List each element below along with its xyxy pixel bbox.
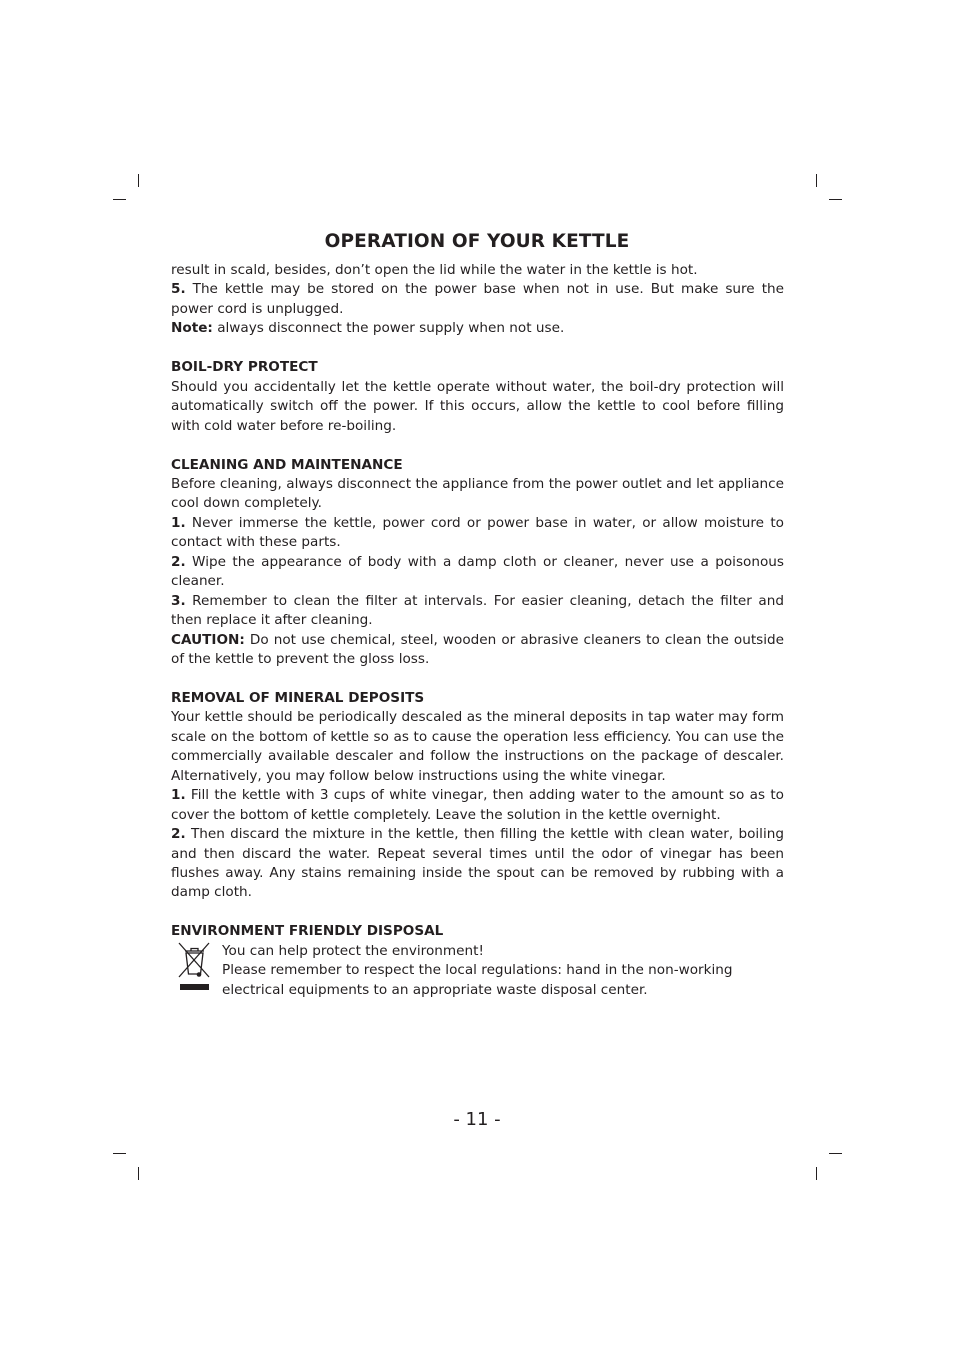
crop-mark [816, 1167, 817, 1180]
item-text: Never immerse the kettle, power cord or power base in water, or allow moisture to contact with these parts. [171, 514, 784, 551]
item-number: 1. [171, 787, 186, 804]
item-text: The kettle may be stored on the power base when not in use. But make sure the power cord is unplugged. [171, 281, 784, 317]
note-label: Note: [171, 320, 213, 337]
caution [171, 631, 784, 670]
item-number: 2. [171, 826, 186, 843]
disposal-line-2: Please remember to respect the local regulations: hand in the non-working electrical equipments to an appropriate waste disposal center. [222, 962, 733, 998]
item-text: Remember to clean the filter at intervals. For easier cleaning, detach the filter and then replace it after cleaning. [171, 592, 784, 629]
intro-item-5 [171, 280, 784, 319]
cleaning-item [171, 553, 784, 592]
disposal-block [171, 942, 784, 1000]
item-text: Then discard the mixture in the kettle, then filling the kettle with clean water, boiling and then discard the water. Repeat several times until the odor of vinegar has been flushes away. Any stains remaining inside the spout can be removed by rubbing with a damp cloth. [171, 826, 784, 901]
crop-mark [829, 1153, 842, 1154]
disposal-line-1: You can help protect the environment! [222, 942, 484, 959]
cleaning-intro: Before cleaning, always disconnect the appliance from the power outlet and let appliance cool down completely. [171, 475, 784, 512]
crop-mark [138, 1167, 139, 1180]
mineral-item [171, 825, 784, 903]
crop-mark [816, 174, 817, 187]
item-number: 1. [171, 514, 186, 531]
note-text: always disconnect the power supply when not use. [212, 320, 565, 337]
item-number: 5. [171, 281, 186, 298]
caution-text: Do not use chemical, steel, wooden or abrasive cleaners to clean the outside of the kettle to prevent the gloss loss. [171, 631, 784, 668]
crop-mark [829, 199, 842, 200]
boil-dry-text: Should you accidentally let the kettle operate without water, the boil-dry protection will automatically switch off the power. If this occurs, allow the kettle to cool before filling with cold water before re-boiling. [171, 378, 784, 434]
crop-mark [113, 199, 126, 200]
intro-continuation: result in scald, besides, don’t open the lid while the water in the kettle is hot. [171, 262, 698, 278]
mineral-heading: REMOVAL OF MINERAL DEPOSITS [171, 689, 425, 706]
crossed-out-wheelie-bin-icon [175, 942, 213, 994]
mineral-item [171, 786, 784, 825]
cleaning-heading: CLEANING AND MAINTENANCE [171, 456, 403, 473]
note [171, 319, 784, 338]
item-number: 3. [171, 592, 186, 609]
item-number: 2. [171, 553, 186, 570]
item-text: Fill the kettle with 3 cups of white vinegar, then adding water to the amount so as to cover the bottom of kettle completely. Leave the solution in the kettle overnight. [171, 787, 784, 823]
cleaning-item [171, 514, 784, 553]
caution-label: CAUTION: [171, 631, 245, 648]
crop-mark [138, 174, 139, 187]
item-text: Wipe the appearance of body with a damp cloth or cleaner, never use a poisonous cleaner. [171, 553, 784, 590]
mineral-intro: Your kettle should be periodically descaled as the mineral deposits in tap water may form scale on the bottom of kettle so as to cause the operation less efficiency. You can use the commercially available descaler and follow the instructions on the package of descaler. Alternatively, you may follow below instructions using the white vinegar. [171, 709, 784, 784]
cleaning-item [171, 592, 784, 631]
page-content [171, 261, 784, 1000]
disposal-heading: ENVIRONMENT FRIENDLY DISPOSAL [171, 923, 444, 940]
page-title: OPERATION OF YOUR KETTLE [324, 231, 630, 252]
boil-dry-heading: BOIL-DRY PROTECT [171, 359, 318, 376]
crop-mark [113, 1153, 126, 1154]
page-number: - 11 - [453, 1109, 501, 1130]
